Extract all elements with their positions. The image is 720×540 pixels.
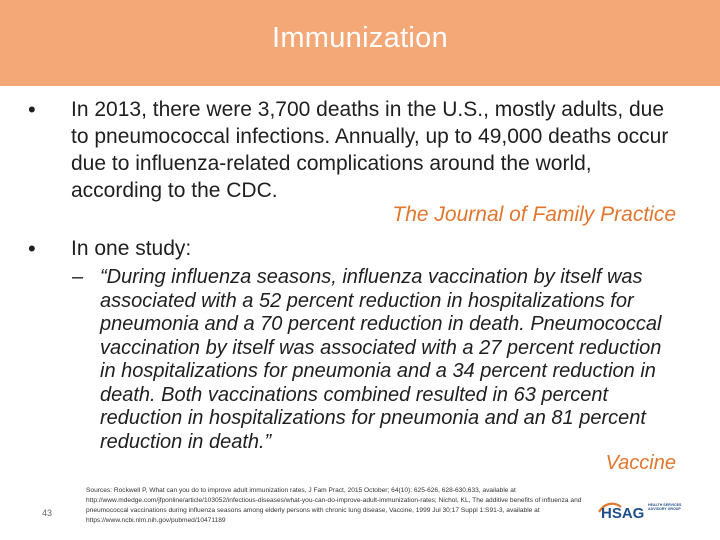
slide-title: Immunization bbox=[271, 22, 449, 54]
bullet-text: In one study: bbox=[71, 237, 192, 260]
source-citation: Vaccine bbox=[605, 452, 676, 474]
bullet-dot-icon: • bbox=[28, 236, 36, 261]
logo-subtext: HEALTH SERVICES ADVISORY GROUP bbox=[648, 503, 682, 512]
dash-icon: – bbox=[72, 266, 84, 288]
source-citation: The Journal of Family Practice bbox=[392, 203, 676, 226]
bullet-text: In 2013, there were 3,700 deaths in the U.S., mostly adults, due to pneumococcal infections. Annually, up to 49,000 deaths occur due to influenza-related complications around the world, according to the CDC. bbox=[71, 98, 669, 202]
hsag-logo bbox=[597, 498, 689, 522]
references: Sources: Rockwell P, What can you do to improve adult immunization rates, J Fam Pract, 2015 October; 64(10): 625-626, 628-630,633, available at http://www.mdedge.com/jfponline/article/103052/infectious-diseases/what-you-can-do-improve-adult-immunization-rates; Nichol, KL, The additive benefits of influenza and pneumococcal vaccinations during influenza seasons among elderly persons with chronic lung disease, Vaccine, 1999 Jul 30;17 Suppl 1:S91-3, available at https://www.ncbi.nlm.nih.gov/pubmed/10471189 bbox=[86, 487, 582, 524]
bullet-dot-icon: • bbox=[28, 97, 36, 122]
quote-text: “During influenza seasons, influenza vaccination by itself was associated with a 52 percent reduction in hospitalizations for pneumonia and a 70 percent reduction in death. Pneumococcal vaccination by itself was associated with a 27 percent reduction in hospitalizations for pneumonia and a 34 percent reduction in death. Both vaccinations combined resulted in 63 percent reduction in hospitalizations for pneumonia and an 81 percent reduction in death.” bbox=[100, 266, 662, 453]
logo-text: HSAG bbox=[601, 505, 645, 522]
page-number: 43 bbox=[42, 508, 53, 518]
